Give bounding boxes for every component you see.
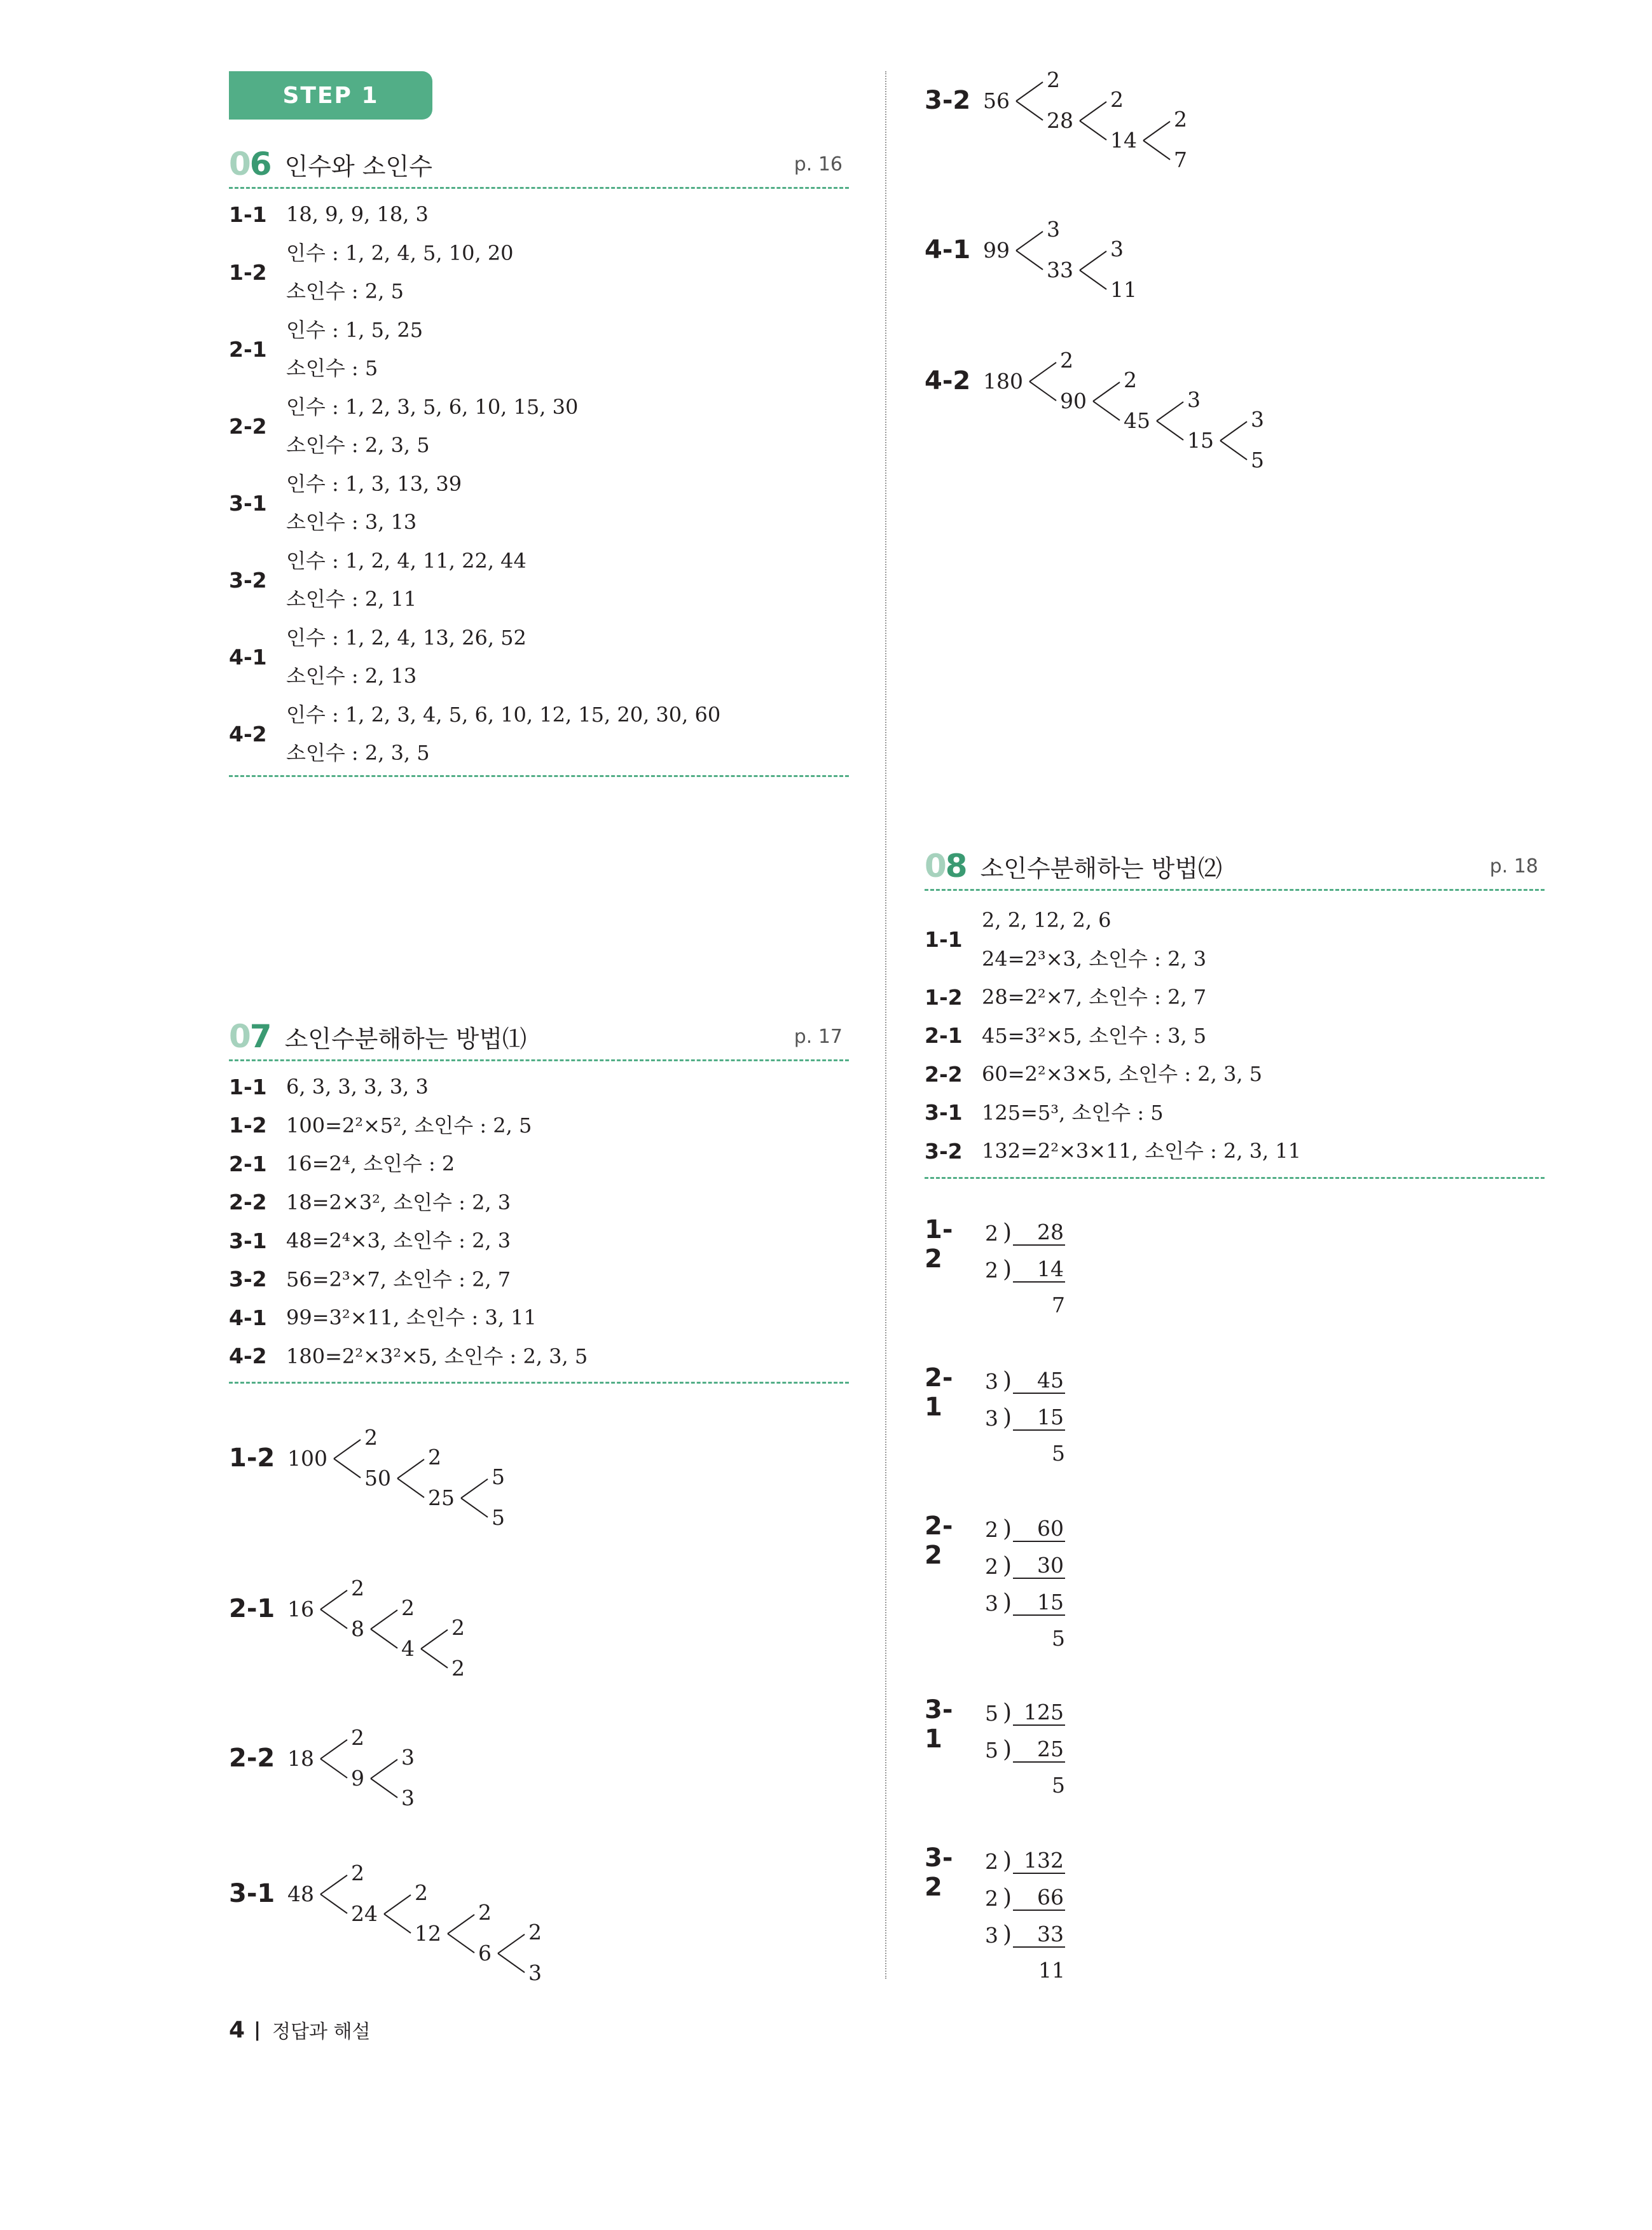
tree-prime-factor: 2 [428, 1445, 441, 1469]
answer-label: 4-1 [229, 1305, 267, 1330]
tree-quotient: 15 [1187, 428, 1214, 453]
column-divider [885, 71, 886, 1979]
answer-label: 3-1 [229, 1228, 267, 1253]
answer-row [925, 1094, 1545, 1132]
ladder-row [985, 1689, 1065, 1726]
answer-row [229, 311, 849, 388]
tree-quotient: 3 [401, 1786, 415, 1810]
ladder-row [985, 1542, 1065, 1579]
answer-row [229, 1183, 849, 1222]
tree-quotient: 50 [364, 1466, 391, 1490]
section-header [925, 847, 1545, 885]
answer-row [229, 696, 849, 773]
tree-branch-line [1080, 251, 1106, 270]
answer-text: 소인수 : 2, 3, 5 [286, 433, 430, 457]
tree-branch-line [1220, 441, 1247, 460]
answer-row [925, 901, 1545, 978]
answer-lines [286, 311, 423, 388]
divisor: 2 [985, 1517, 998, 1542]
page-reference: p. 16 [794, 153, 843, 176]
tree-branch-line [1029, 362, 1056, 382]
answer-row [229, 195, 849, 234]
divisor: 5 [985, 1738, 998, 1763]
tree-branch-line [498, 1953, 525, 1972]
footer-separator: | [254, 2018, 261, 2041]
answer-lines [982, 1132, 1301, 1171]
answer-text: 56=2³×7, 소인수 : 2, 7 [286, 1267, 511, 1291]
division-bracket: ) [1003, 1256, 1012, 1283]
answer-row [229, 388, 849, 465]
answer-label: 2-2 [229, 1190, 267, 1215]
tree-branch-line [461, 1479, 488, 1498]
answer-row [229, 234, 849, 311]
dividend: 33 [1013, 1922, 1065, 1948]
problem-label: 2-1 [229, 1594, 275, 1623]
division-bracket: ) [1003, 1220, 1012, 1246]
page-footer [229, 2016, 370, 2044]
tree-root: 99 [983, 238, 1010, 263]
answer-text: 인수 : 1, 3, 13, 39 [286, 471, 462, 496]
answer-text: 인수 : 1, 2, 4, 11, 22, 44 [286, 548, 527, 573]
problem-label: 4-1 [925, 235, 971, 265]
section-08 [925, 847, 1545, 1179]
dividend: 132 [1013, 1848, 1065, 1874]
tree-branch-line [397, 1459, 424, 1478]
quotient: 7 [1052, 1293, 1065, 1318]
tree-quotient: 33 [1047, 258, 1073, 282]
section-number-digit: 7 [249, 1018, 271, 1055]
section-number [229, 1018, 271, 1055]
divider-dashed [229, 775, 849, 777]
problem-label: 3-2 [925, 86, 971, 115]
tree-prime-factor: 2 [1060, 348, 1073, 373]
step-badge: STEP 1 [229, 71, 432, 120]
answer-text: 24=2³×3, 소인수 : 2, 3 [982, 946, 1207, 971]
answer-lines [982, 978, 1206, 1017]
tree-quotient: 11 [1110, 277, 1137, 302]
problem-label: 3-1 [229, 1879, 275, 1908]
answer-row [925, 978, 1545, 1017]
tree-prime-factor: 3 [1047, 217, 1060, 242]
section-number [925, 848, 967, 884]
answer-lines [286, 1260, 511, 1299]
tree-branch-line [1080, 102, 1106, 121]
answer-label: 2-1 [229, 1151, 267, 1176]
answer-label: 4-1 [229, 644, 267, 670]
tree-quotient: 2 [451, 1656, 465, 1681]
tree-branch-line [498, 1934, 525, 1953]
tree-prime-factor: 2 [528, 1920, 542, 1944]
tree-quotient: 12 [415, 1921, 441, 1946]
tree-prime-factor: 5 [492, 1464, 505, 1489]
ladder-row [985, 1246, 1065, 1283]
tree-prime-factor: 2 [1174, 107, 1187, 132]
division-bracket: ) [1003, 1848, 1012, 1874]
divisor: 2 [985, 1849, 998, 1874]
divisor: 2 [985, 1886, 998, 1911]
ladder-row [985, 1726, 1065, 1763]
ladder-row [985, 1837, 1065, 1874]
tree-prime-factor: 2 [451, 1615, 465, 1640]
answer-label: 2-2 [229, 413, 267, 439]
tree-prime-factor: 2 [1110, 87, 1124, 112]
answer-row [229, 619, 849, 696]
divisor: 2 [985, 1554, 998, 1579]
tree-branch-line [371, 1629, 397, 1648]
tree-branches [229, 1799, 674, 2117]
dividend: 15 [1013, 1405, 1065, 1431]
tree-branch-line [1016, 101, 1043, 120]
answer-text: 인수 : 1, 2, 4, 5, 10, 20 [286, 240, 514, 265]
answer-lines [286, 542, 527, 619]
answer-row [925, 1132, 1545, 1171]
ladder-row [985, 1394, 1065, 1431]
tree-quotient: 7 [1174, 148, 1187, 172]
dividend: 30 [1013, 1553, 1065, 1579]
answer-list [925, 901, 1545, 1171]
answer-label: 1-1 [229, 1074, 267, 1099]
answer-row [229, 542, 849, 619]
tree-branch-line [320, 1590, 347, 1609]
tree-branch-line [1029, 382, 1056, 401]
answer-label: 1-1 [229, 202, 267, 227]
problem-label: 2-1 [925, 1363, 953, 1422]
tree-prime-factor: 2 [1124, 368, 1137, 392]
answer-label: 2-1 [229, 336, 267, 362]
tree-branch-line [320, 1609, 347, 1628]
division-bracket: ) [1003, 1922, 1012, 1948]
tree-branch-line [421, 1630, 448, 1649]
tree-branch-line [1093, 382, 1120, 401]
section-title: 소인수분해하는 방법⑵ [980, 854, 1223, 883]
answer-lines [982, 1017, 1206, 1056]
answer-text: 16=2⁴, 소인수 : 2 [286, 1152, 455, 1176]
tree-branch-line [384, 1895, 411, 1914]
answer-label: 1-2 [229, 259, 267, 285]
tree-quotient: 25 [428, 1485, 455, 1510]
tree-root: 180 [983, 369, 1023, 394]
answer-row [229, 1068, 849, 1106]
tree-branch-line [448, 1934, 474, 1953]
tree-quotient: 5 [1251, 448, 1264, 472]
answer-row [925, 1055, 1545, 1094]
tree-branch-line [334, 1459, 361, 1478]
divisor: 3 [985, 1591, 998, 1616]
tree-prime-factor: 2 [351, 1576, 364, 1600]
tree-quotient: 6 [478, 1941, 492, 1965]
answer-lines [286, 1068, 429, 1106]
answer-lines [286, 619, 527, 696]
tree-quotient: 28 [1047, 108, 1073, 133]
answer-lines [286, 234, 514, 311]
tree-prime-factor: 3 [1110, 237, 1124, 261]
answer-label: 3-2 [229, 567, 267, 593]
tree-prime-factor: 3 [1187, 387, 1201, 412]
division-bracket: ) [1003, 1405, 1012, 1431]
divider-dashed [229, 187, 849, 189]
divisor: 2 [985, 1258, 998, 1283]
page-reference: p. 17 [794, 1025, 843, 1048]
tree-quotient: 14 [1110, 128, 1137, 153]
tree-quotient: 45 [1124, 408, 1150, 433]
tree-quotient: 5 [492, 1505, 505, 1530]
answer-lines [982, 901, 1206, 978]
answer-text: 180=2²×3²×5, 소인수 : 2, 3, 5 [286, 1344, 588, 1368]
tree-branch-line [320, 1759, 347, 1778]
answer-text: 소인수 : 2, 11 [286, 587, 417, 611]
answer-text: 18=2×3², 소인수 : 2, 3 [286, 1190, 511, 1215]
ladder-row [985, 1874, 1065, 1911]
tree-prime-factor: 2 [351, 1725, 364, 1750]
ladder-row [985, 1911, 1065, 1948]
tree-branches [925, 286, 1370, 604]
tree-prime-factor: 2 [1047, 67, 1060, 92]
answer-text: 132=2²×3×11, 소인수 : 2, 3, 11 [982, 1139, 1302, 1163]
answer-row [229, 1222, 849, 1260]
answer-row [229, 1106, 849, 1145]
divider-dashed [229, 1059, 849, 1061]
answer-label: 3-2 [925, 1138, 963, 1164]
tree-branch-line [397, 1478, 424, 1497]
divisor: 5 [985, 1701, 998, 1726]
divisor: 3 [985, 1369, 998, 1394]
answer-text: 125=5³, 소인수 : 5 [982, 1100, 1164, 1125]
tree-branch-line [448, 1915, 474, 1934]
dividend: 25 [1013, 1737, 1065, 1763]
problem-label: 1-2 [229, 1443, 275, 1473]
section-title: 인수와 소인수 [284, 152, 432, 181]
answer-row [229, 1298, 849, 1337]
dividend: 14 [1013, 1256, 1065, 1283]
answer-text: 99=3²×11, 소인수 : 3, 11 [286, 1305, 537, 1330]
page-number: 4 [229, 2016, 245, 2043]
tree-prime-factor: 2 [364, 1425, 378, 1450]
tree-branch-line [371, 1610, 397, 1629]
tree-branch-line [320, 1740, 347, 1759]
answer-text: 소인수 : 2, 5 [286, 279, 404, 303]
answer-lines [982, 1055, 1262, 1094]
book-title: 정답과 해설 [272, 2021, 371, 2043]
tree-branch-line [1016, 251, 1043, 270]
answer-label: 3-2 [229, 1267, 267, 1292]
tree-prime-factor: 2 [415, 1880, 428, 1905]
tree-prime-factor: 2 [401, 1595, 415, 1620]
answer-row [229, 465, 849, 542]
section-number [229, 146, 271, 182]
section-number-digit: 8 [945, 848, 967, 884]
section-number-digit: 0 [229, 146, 250, 182]
divisor: 3 [985, 1923, 998, 1948]
tree-branch-line [371, 1759, 397, 1779]
answer-text: 인수 : 1, 5, 25 [286, 317, 423, 342]
tree-prime-factor: 2 [351, 1861, 364, 1885]
division-bracket: ) [1003, 1553, 1012, 1579]
tree-prime-factor: 3 [1251, 407, 1264, 432]
dividend: 125 [1013, 1700, 1065, 1726]
answer-label: 1-2 [229, 1113, 267, 1138]
answer-label: 2-1 [925, 1023, 963, 1049]
division-bracket: ) [1003, 1368, 1012, 1394]
section-number-digit: 0 [925, 848, 946, 884]
tree-branch-line [334, 1440, 361, 1459]
answer-label: 2-2 [925, 1061, 963, 1087]
answer-lines [286, 1298, 537, 1337]
answer-lines [286, 1222, 511, 1260]
section-number-digit: 6 [249, 146, 271, 182]
tree-quotient: 9 [351, 1766, 364, 1791]
tree-branch-line [1016, 231, 1043, 251]
answer-lines [982, 1094, 1164, 1132]
section-title: 소인수분해하는 방법⑴ [284, 1024, 527, 1053]
tree-branch-line [371, 1779, 397, 1798]
tree-quotient: 24 [351, 1901, 378, 1926]
answer-lines [286, 696, 720, 773]
tree-branch-line [1080, 121, 1106, 140]
answer-label: 4-2 [229, 1344, 267, 1369]
answer-text: 45=3²×5, 소인수 : 3, 5 [982, 1023, 1207, 1048]
tree-branch-line [320, 1875, 347, 1894]
tree-root: 16 [287, 1597, 314, 1621]
tree-branch-line [1157, 421, 1183, 440]
answer-text: 인수 : 1, 2, 3, 5, 6, 10, 15, 30 [286, 394, 579, 419]
problem-label: 3-2 [925, 1843, 953, 1902]
page-reference: p. 18 [1489, 855, 1538, 878]
ladder-row [985, 1579, 1065, 1616]
tree-prime-factor: 3 [401, 1745, 415, 1770]
dividend: 45 [1013, 1368, 1065, 1394]
answer-lines [286, 1145, 455, 1183]
ladder-row [985, 1357, 1065, 1394]
tree-root: 48 [287, 1882, 314, 1906]
section-header [229, 145, 849, 183]
divisor: 3 [985, 1406, 998, 1431]
answer-label: 4-2 [229, 721, 267, 747]
divisor: 2 [985, 1221, 998, 1246]
section-06 [229, 145, 849, 777]
answer-text: 48=2⁴×3, 소인수 : 2, 3 [286, 1229, 511, 1253]
answer-text: 소인수 : 2, 3, 5 [286, 741, 430, 765]
answer-lines [286, 388, 578, 465]
tree-quotient: 90 [1060, 389, 1087, 413]
section-header [229, 1017, 849, 1056]
answer-text: 60=2²×3×5, 소인수 : 2, 3, 5 [982, 1062, 1263, 1086]
problem-label: 3-1 [925, 1695, 953, 1754]
tree-root: 18 [287, 1746, 314, 1771]
dividend: 66 [1013, 1885, 1065, 1911]
answer-text: 인수 : 1, 2, 4, 13, 26, 52 [286, 625, 527, 650]
tree-branch-line [1143, 121, 1170, 141]
tree-root: 56 [983, 88, 1010, 113]
tree-prime-factor: 2 [478, 1900, 492, 1925]
tree-quotient: 4 [401, 1636, 415, 1661]
answer-lines [286, 195, 429, 234]
section-number-digit: 0 [229, 1018, 250, 1055]
divider-dashed [925, 889, 1545, 891]
tree-branch-line [1016, 82, 1043, 101]
answer-text: 6, 3, 3, 3, 3, 3 [286, 1075, 429, 1099]
answer-row [229, 1145, 849, 1183]
division-bracket: ) [1003, 1885, 1012, 1911]
section-07 [229, 1017, 849, 1384]
ladder-row [985, 1209, 1065, 1246]
factor-tree [925, 348, 1370, 534]
answer-lines [286, 1183, 511, 1222]
tree-quotient: 8 [351, 1616, 364, 1641]
answer-text: 18, 9, 9, 18, 3 [286, 202, 429, 226]
answer-text: 2, 2, 12, 2, 6 [982, 908, 1112, 932]
answer-row [925, 1017, 1545, 1056]
answer-text: 28=2²×7, 소인수 : 2, 7 [982, 985, 1207, 1009]
answer-text: 100=2²×5², 소인수 : 2, 5 [286, 1113, 532, 1138]
quotient: 5 [1052, 1441, 1065, 1466]
division-bracket: ) [1003, 1590, 1012, 1616]
answer-label: 3-1 [925, 1100, 963, 1125]
answer-list [229, 1068, 849, 1375]
answer-text: 소인수 : 2, 13 [286, 664, 417, 688]
tree-quotient: 3 [528, 1960, 542, 1985]
problem-label: 2-2 [229, 1744, 275, 1773]
division-bracket: ) [1003, 1516, 1012, 1542]
division-bracket: ) [1003, 1737, 1012, 1763]
tree-branch-line [320, 1894, 347, 1913]
answer-text: 인수 : 1, 2, 3, 4, 5, 6, 10, 12, 15, 20, 30, 60 [286, 702, 721, 727]
answer-row [229, 1260, 849, 1299]
tree-root: 100 [287, 1446, 327, 1471]
dividend: 15 [1013, 1590, 1065, 1616]
quotient: 5 [1052, 1626, 1065, 1651]
answer-text: 소인수 : 3, 13 [286, 510, 417, 534]
quotient: 11 [1038, 1958, 1065, 1983]
tree-branch-line [1157, 402, 1183, 421]
answer-label: 1-2 [925, 984, 963, 1010]
tree-branch-line [1220, 422, 1247, 441]
problem-label: 4-2 [925, 366, 971, 396]
answer-lines [286, 1106, 532, 1145]
answer-label: 1-1 [925, 927, 963, 952]
quotient: 5 [1052, 1773, 1065, 1798]
answer-label: 3-1 [229, 490, 267, 516]
problem-label: 2-2 [925, 1511, 953, 1570]
answer-list [229, 195, 849, 773]
tree-branch-line [1093, 401, 1120, 420]
answer-lines [286, 465, 462, 542]
answer-text: 소인수 : 5 [286, 356, 378, 380]
dividend: 60 [1013, 1516, 1065, 1542]
tree-branch-line [384, 1914, 411, 1933]
problem-label: 1-2 [925, 1215, 953, 1274]
division-bracket: ) [1003, 1700, 1012, 1726]
ladder-row [985, 1505, 1065, 1542]
divider-dashed [925, 1177, 1545, 1179]
dividend: 28 [1013, 1220, 1065, 1246]
